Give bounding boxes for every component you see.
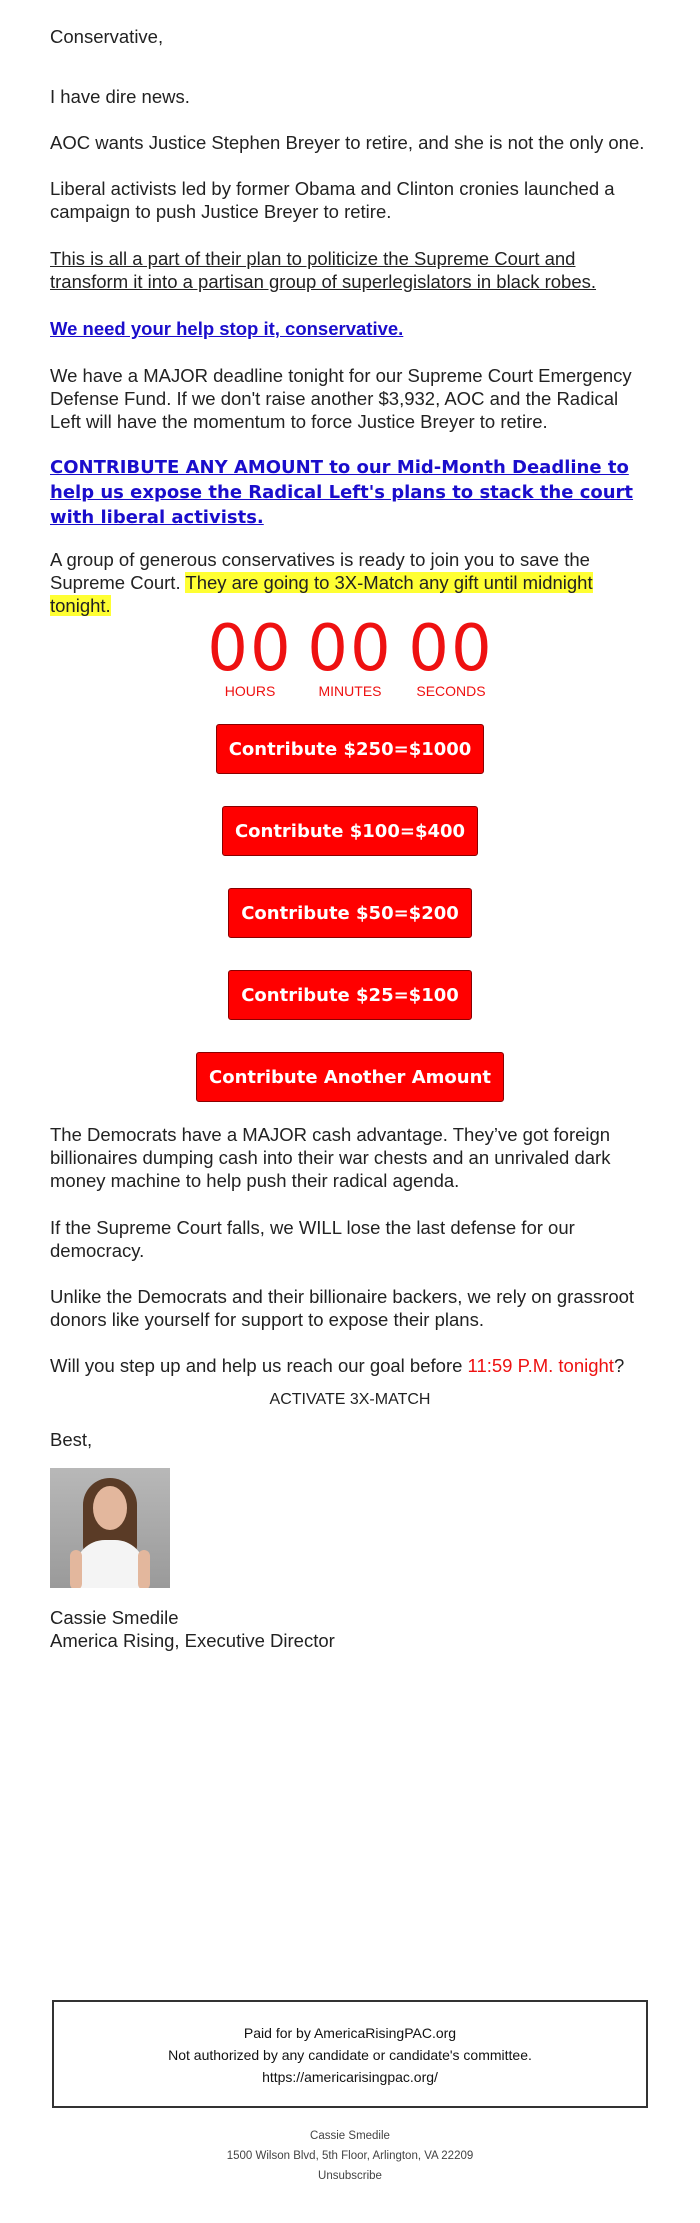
match-highlight: They are going to 3X-Match any gift until midnight tonight. bbox=[50, 572, 593, 616]
goal-text-after: ? bbox=[613, 1355, 625, 1376]
help-stop-it-link[interactable]: We need your help stop it, conservative. bbox=[50, 318, 404, 339]
paragraph-goal bbox=[50, 1354, 624, 1377]
photo-arm-left bbox=[70, 1550, 82, 1588]
email-footer bbox=[0, 2126, 700, 2186]
contribute-50-button[interactable]: Contribute $50=$200 bbox=[228, 888, 472, 938]
contribute-another-amount-button[interactable]: Contribute Another Amount bbox=[196, 1052, 504, 1102]
photo-arm-right bbox=[138, 1550, 150, 1588]
signer-title: America Rising, Executive Director bbox=[50, 1630, 335, 1651]
contribute-25-button[interactable]: Contribute $25=$100 bbox=[228, 970, 472, 1020]
contribute-any-amount-link[interactable]: CONTRIBUTE ANY AMOUNT to our Mid-Month Deadline to help us expose the Radical Left's plans to stack the court with liberal activists. bbox=[50, 457, 634, 528]
minutes-value: 00 bbox=[307, 612, 393, 686]
signoff: Best, bbox=[50, 1429, 93, 1450]
paragraph-liberal-activists: Liberal activists led by former Obama and Clinton cronies launched a campaign to push Justice Breyer to retire. bbox=[50, 178, 615, 222]
countdown-minutes bbox=[300, 612, 400, 699]
countdown-timer bbox=[0, 612, 700, 699]
minutes-label: MINUTES bbox=[318, 683, 382, 699]
disclaimer-not-authorized: Not authorized by any candidate or candidate's committee. bbox=[168, 2047, 532, 2063]
paragraph-match bbox=[50, 548, 650, 617]
paragraph-help-link-wrap bbox=[50, 317, 403, 340]
unsubscribe-link[interactable]: Unsubscribe bbox=[318, 2170, 382, 2182]
paragraph-aoc: AOC wants Justice Stephen Breyer to retire, and she is not the only one. bbox=[50, 132, 645, 153]
paragraph-deadline: We have a MAJOR deadline tonight for our Supreme Court Emergency Defense Fund. If we don't raise another $3,932, AOC and the Radical Left will have the momentum to force Justice Breyer to retire. bbox=[50, 365, 632, 432]
goal-deadline-time: 11:59 P.M. tonight bbox=[467, 1355, 614, 1376]
seconds-label: SECONDS bbox=[416, 683, 486, 699]
countdown-hours bbox=[200, 612, 300, 699]
footer-address: 1500 Wilson Blvd, 5th Floor, Arlington, VA 22209 bbox=[226, 2150, 474, 2162]
photo-body bbox=[75, 1540, 145, 1588]
paragraph-grassroots: Unlike the Democrats and their billionaire backers, we rely on grassroot donors like yourself for support to expose their plans. bbox=[50, 1286, 635, 1330]
photo-face bbox=[93, 1486, 127, 1530]
signer-name: Cassie Smedile bbox=[50, 1607, 179, 1628]
contribute-250-button[interactable]: Contribute $250=$1000 bbox=[216, 724, 484, 774]
countdown-seconds bbox=[401, 612, 501, 699]
disclaimer-paid-for: Paid for by AmericaRisingPAC.org bbox=[243, 2025, 457, 2041]
seconds-value: 00 bbox=[408, 612, 494, 686]
hours-value: 00 bbox=[207, 612, 293, 686]
goal-text-before: Will you step up and help us reach our goal before bbox=[50, 1355, 468, 1376]
paragraph-dire-news: I have dire news. bbox=[50, 86, 190, 107]
hours-label: HOURS bbox=[224, 683, 276, 699]
match-text: A group of generous conservatives is ready to join you to save the Supreme Court. bbox=[50, 549, 590, 593]
disclaimer-url: https://americarisingpac.org/ bbox=[262, 2069, 438, 2085]
paragraph-court-falls: If the Supreme Court falls, we WILL lose the last defense for our democracy. bbox=[50, 1217, 575, 1261]
greeting: Conservative, bbox=[50, 26, 164, 47]
footer-name: Cassie Smedile bbox=[310, 2130, 390, 2142]
paid-for-disclaimer bbox=[52, 2000, 648, 2108]
paragraph-politicize: This is all a part of their plan to politicize the Supreme Court and transform it into a partisan group of superlegislators in black robes. bbox=[50, 248, 597, 292]
signer-photo bbox=[50, 1468, 170, 1588]
activate-match-link[interactable]: ACTIVATE 3X-MATCH bbox=[269, 1391, 431, 1408]
contribute-100-button[interactable]: Contribute $100=$400 bbox=[222, 806, 478, 856]
paragraph-contribute-link-wrap bbox=[50, 455, 650, 530]
paragraph-cash-advantage: The Democrats have a MAJOR cash advantage. They’ve got foreign billionaires dumping cash into their war chests and an unrivaled dark money machine to help push their radical agenda. bbox=[50, 1124, 611, 1191]
